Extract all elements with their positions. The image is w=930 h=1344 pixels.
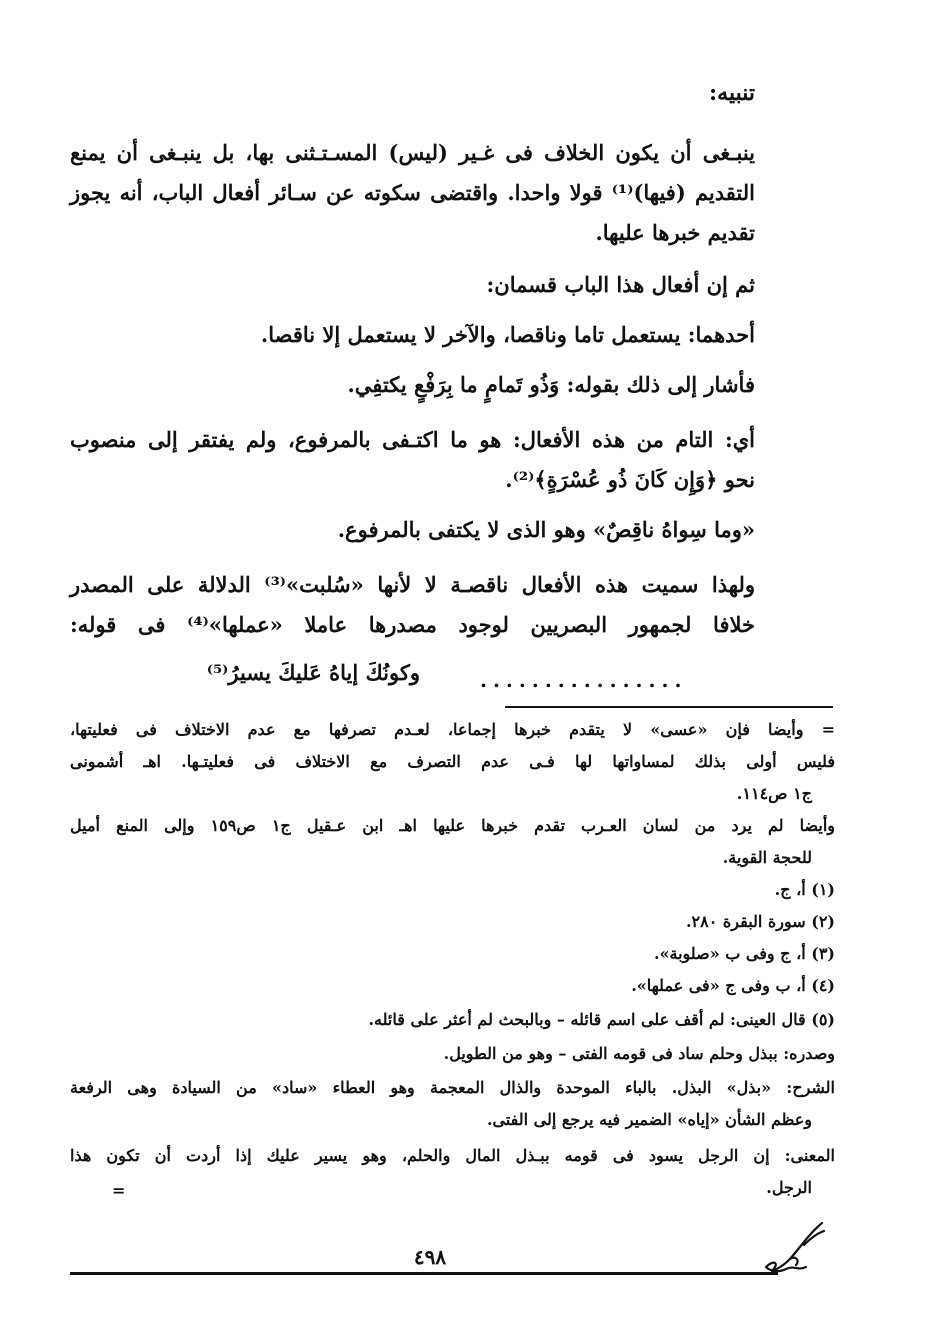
- footnote-line: ج١ ص١١٤.: [736, 784, 812, 803]
- footnote-line: = وأيضا فإن «عسى» لا يتقدم خبرها إجماعا، لعـدم تصرفها مع عدم الاختلاف فى فعليتها،: [70, 720, 835, 739]
- footnote-4: (٤) أ، ب وفى ج «فى عملها».: [631, 976, 835, 995]
- bottom-rule: [70, 1272, 778, 1275]
- footnote-line: وأيضا لم يرد من لسان العـرب تقدم خبرها عليها اهـ ابن عـقيل ج١ ص١٥٩ وإلى المنع أميل: [70, 816, 835, 835]
- signature-icon: [760, 1215, 830, 1285]
- paragraph-line: خلافا لجمهور البصريين لوجود مصدرها عاملا «عملها»⁽⁴⁾ فى قوله:: [70, 612, 756, 637]
- paragraph-line: تقديم خبرها عليها.: [595, 220, 755, 245]
- paragraph-line: «وما سِواهُ ناقِصٌ» وهو الذى لا يكتفى بالمرفوع.: [337, 517, 755, 542]
- footnote-5: (٥) قال العينى: لم أقف على اسم قائله – وبالبحث لم أعثر على قائله.: [368, 1010, 835, 1029]
- paragraph-line: ولهذا سميت هذه الأفعال ناقصـة لا لأنها «سُلبت»⁽³⁾ الدلالة على المصدر: [70, 572, 755, 597]
- footnote-line: فليس أولى بذلك لمساواتها لها فـى عدم التصرف مع الاختلاف فى فعليتـها. اهـ أشمونى: [70, 752, 835, 771]
- verse-hemistich: وكونُكَ إياهُ عَليكَ يسيرُ⁽⁵⁾: [206, 660, 420, 685]
- footnote-3: (٣) أ، ج وفى ب «صلوبة».: [653, 944, 835, 963]
- page-number: ٤٩٨: [413, 1245, 447, 1269]
- footnote-line: الشرح: «بذل» البذل. بالباء الموحدة والذال المعجمة وهو العطاء «ساد» من السيادة وهى الرفعة: [70, 1078, 835, 1097]
- ellipsis-dots: ................: [480, 668, 688, 692]
- paragraph-line: ينبـغى أن يكون الخلاف فى غـير (ليس) المسـتـثنى بها، بل ينبـغى أن يمنع: [70, 140, 755, 165]
- section-heading: تنبيه:: [709, 80, 755, 106]
- paragraph-line: فأشار إلى ذلك بقوله: وَذُو تَمامٍ ما بِرَفْعٍ يكتفِي.: [347, 372, 755, 397]
- footnote-separator: [505, 706, 833, 708]
- continuation-mark: =: [112, 1181, 126, 1200]
- footnote-2: (٢) سورة البقرة ٢٨٠.: [685, 912, 835, 931]
- footnote-line: وعظم الشأن «إياه» الضمير فيه يرجع إلى الفتى.: [486, 1110, 812, 1129]
- footnote-line: وصدره: ببذل وحلم ساد فى قومه الفتى – وهو من الطويل.: [443, 1044, 835, 1063]
- footnote-1: (١) أ، ج.: [774, 880, 835, 899]
- paragraph-line: أي: التام من هذه الأفعال: هو ما اكتـفى بالمرفوع، ولم يفتقر إلى منصوب: [70, 427, 755, 452]
- footnote-line: المعنى: إن الرجل يسود فى قومه ببـذل المال والحلم، وهو يسير عليك إذا أردت أن تكون هذا: [70, 1146, 835, 1165]
- paragraph-line: أحدهما: يستعمل تاما وناقصا، والآخر لا يستعمل إلا ناقصا.: [260, 322, 755, 347]
- paragraph-line: نحو ﴿وَإِن كَانَ ذُو عُسْرَةٍ﴾⁽²⁾.: [505, 467, 755, 492]
- paragraph-line: ثم إن أفعال هذا الباب قسمان:: [486, 272, 755, 297]
- footnote-line: الرجل.: [766, 1178, 812, 1197]
- footnote-line: للحجة القوية.: [722, 848, 812, 867]
- paragraph-line: التقديم (فيها)⁽¹⁾ قولا واحدا. واقتضى سكوته عن سـائر أفعال الباب، أنه يجوز: [70, 180, 755, 205]
